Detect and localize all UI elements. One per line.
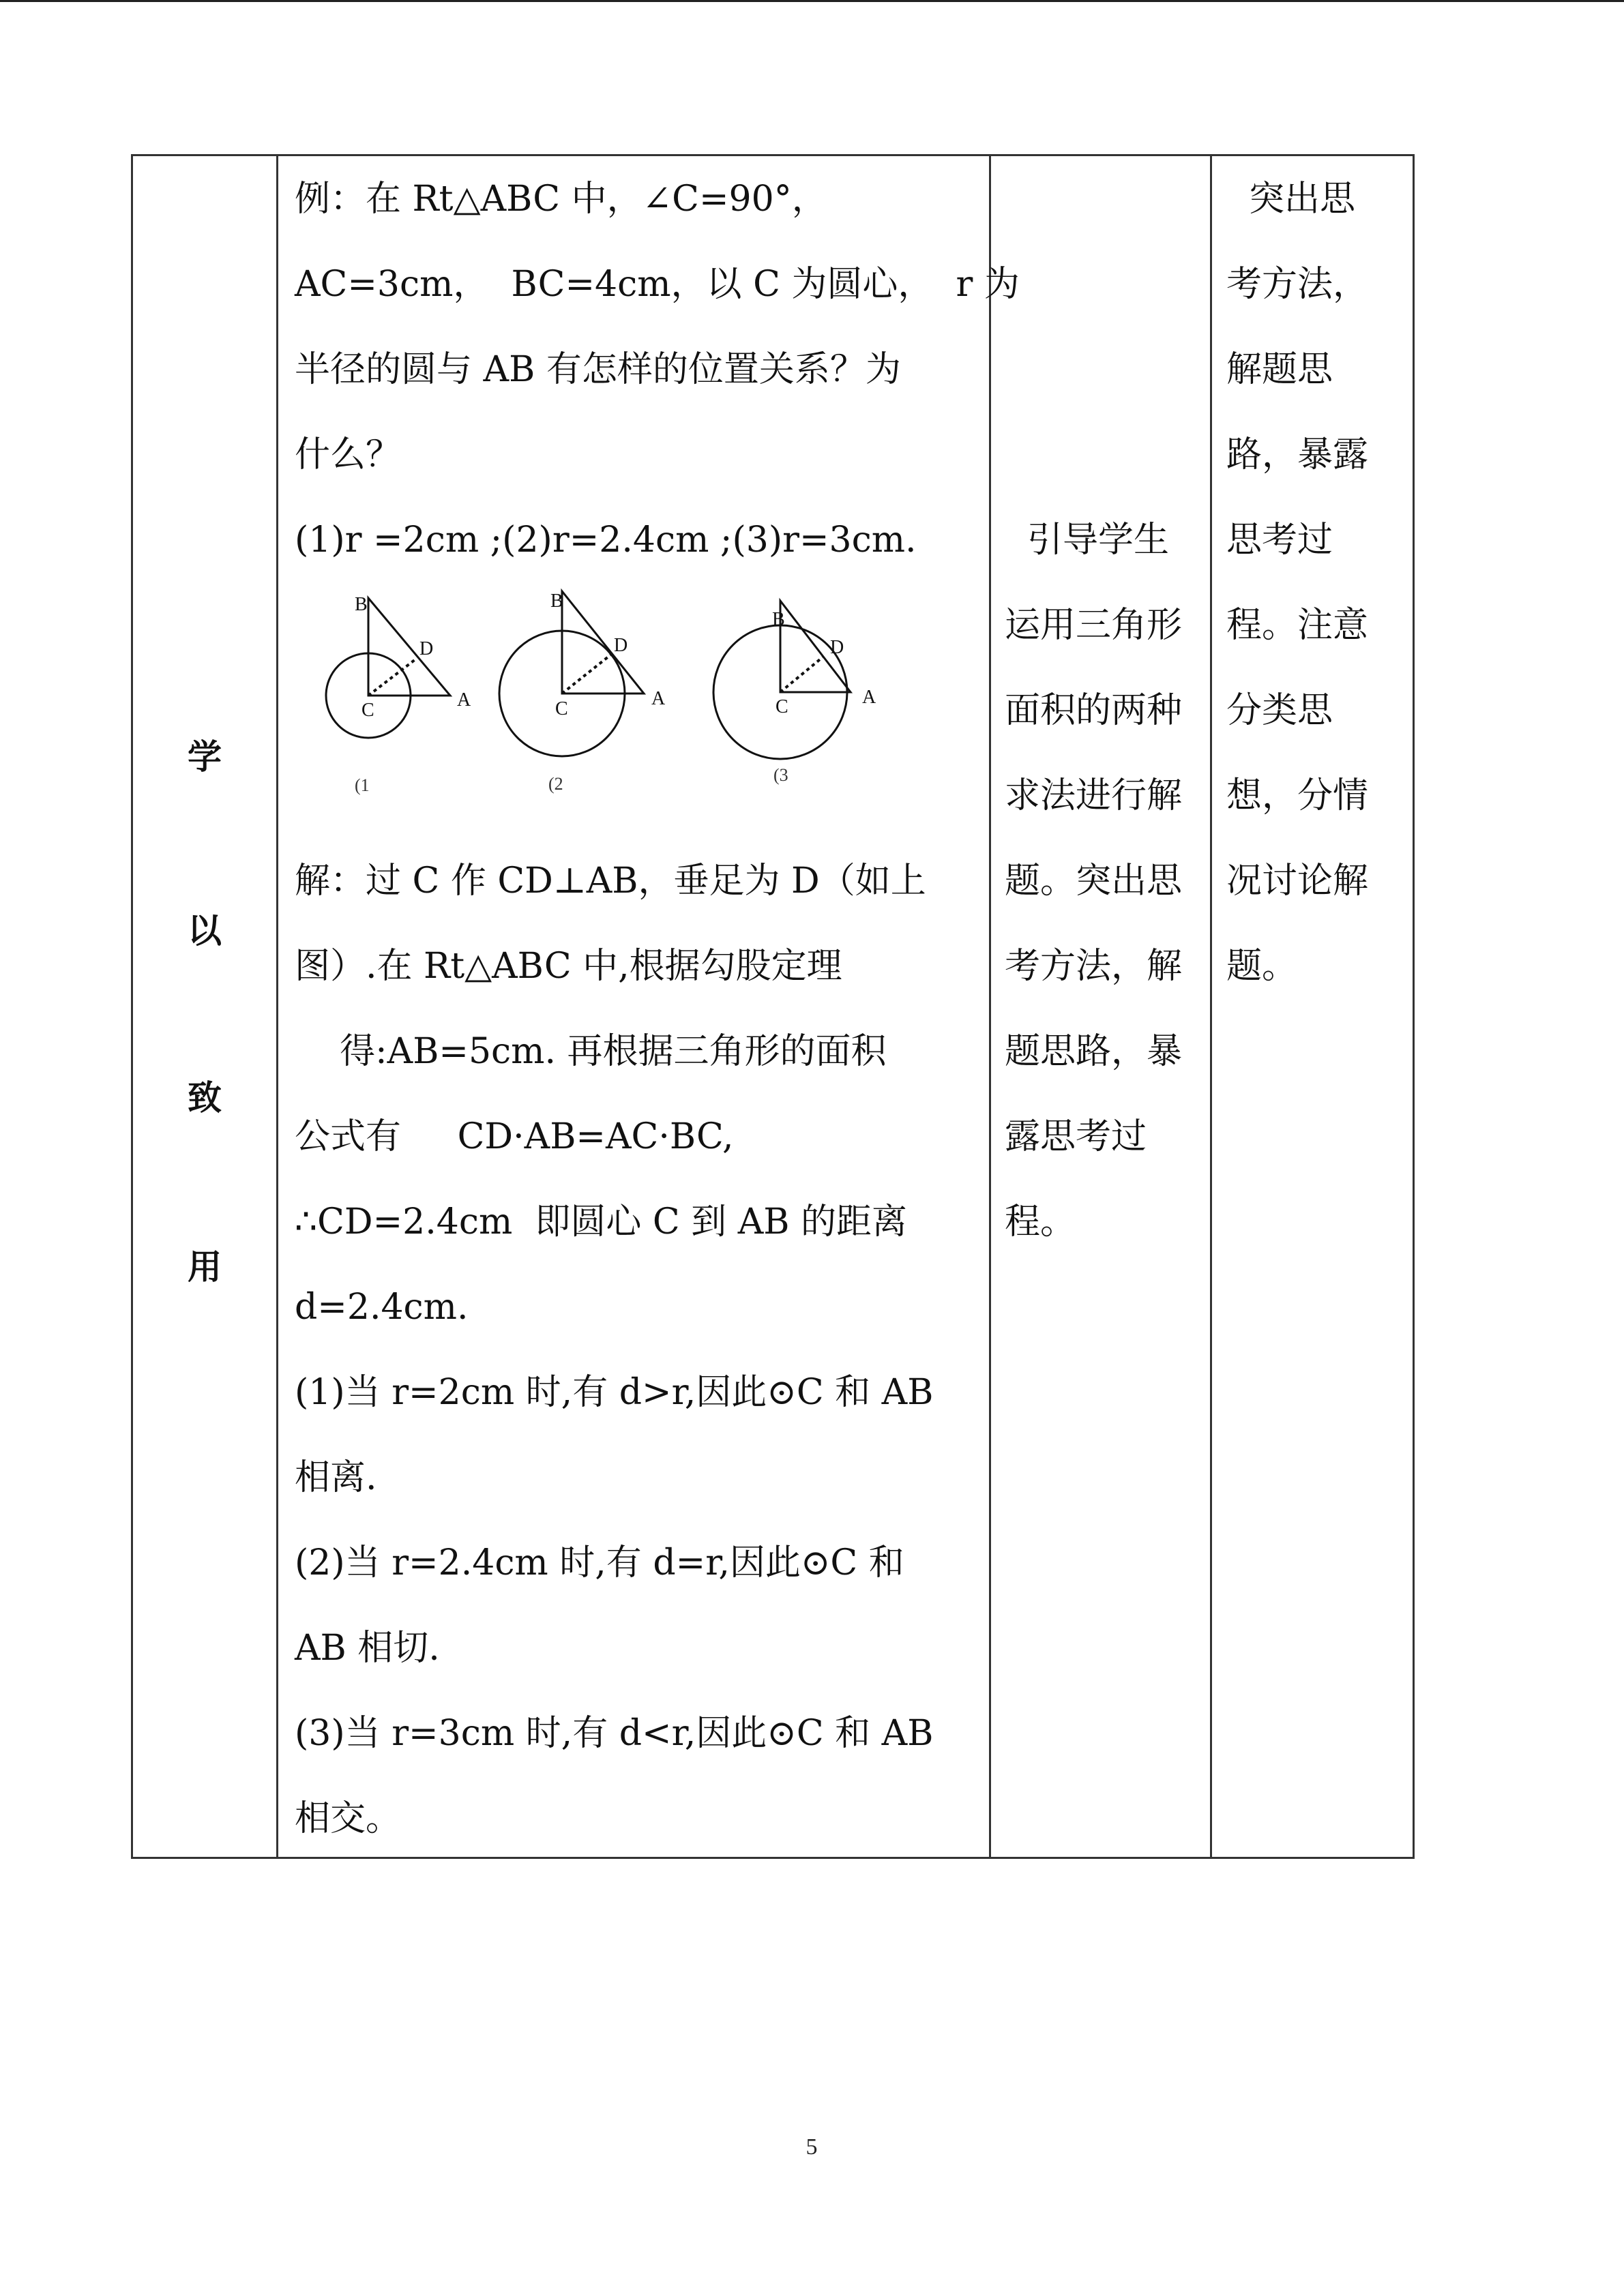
design-intent-line: 突出思 [1226,179,1356,220]
figure-1-label-a: A [457,689,471,711]
solution-line: 解：过 C 作 CD⊥AB，垂足为 D（如上 [295,861,926,901]
figure-3-caption: (3 [773,765,788,785]
page-number: 5 [806,2134,818,2160]
solution-line: 得:AB=5cm. 再根据三角形的面积 [295,1031,887,1072]
teacher-activity-line: 求法进行解 [1005,775,1183,816]
section-title-char-4: 用 [188,1247,222,1287]
teacher-activity-line: 程。 [1005,1202,1076,1242]
section-title-char-3: 致 [188,1078,222,1118]
solution-line: 相离. [295,1457,377,1498]
design-intent-line: 分类思 [1226,690,1333,731]
section-title-char-2: 以 [188,911,222,951]
figure-1-caption: (1 [355,775,370,795]
design-intent-line: 题。 [1226,946,1298,987]
figure-2-triangle [562,591,644,694]
design-intent-line: 程。注意 [1226,605,1369,646]
teacher-activity-line: 题。突出思 [1005,861,1183,901]
solution-line: (1)当 r=2cm 时,有 d>r,因此⊙C 和 AB [295,1372,934,1413]
design-intent-line: 路，暴露 [1226,434,1369,475]
figure-1-label-d: D [419,638,434,659]
figure-2-label-d: D [614,635,628,656]
solution-line: (3)当 r=3cm 时,有 d<r,因此⊙C 和 AB [295,1713,934,1754]
solution-line: (2)当 r=2.4cm 时,有 d=r,因此⊙C 和 [295,1542,904,1583]
geometry-figures [295,583,922,808]
figure-2-label-c: C [555,698,568,719]
solution-line: 相交。 [295,1798,402,1839]
design-intent-line: 考方法， [1226,264,1369,305]
design-intent-line: 想，分情 [1226,775,1369,816]
design-intent-line: 解题思 [1226,349,1333,390]
figure-3 [713,601,876,785]
figure-1-label-c: C [361,700,374,721]
figure-1-triangle [368,598,450,696]
section-title-char-1: 学 [188,737,222,777]
teacher-activity-line: 题思路，暴 [1005,1031,1183,1072]
column-divider-3 [1210,154,1212,1859]
column-divider-2 [989,154,991,1859]
figure-2-label-a: A [651,688,666,709]
figure-2-label-b: B [550,591,563,612]
example-line: AC=3cm， BC=4cm，以 C 为圆心， r 为 [295,264,1020,305]
teacher-activity-line: 面积的两种 [1005,690,1183,731]
figure-3-label-d: D [830,637,844,658]
example-line: (1)r =2cm ;(2)r=2.4cm ;(3)r=3cm. [295,520,917,561]
figure-2-altitude [562,654,612,694]
figure-3-label-b: B [772,609,785,630]
figure-1-label-b: B [355,594,368,615]
figure-3-altitude [780,657,823,692]
figure-3-label-c: C [776,696,788,717]
figure-3-label-a: A [862,687,876,708]
teacher-activity-line: 运用三角形 [1005,605,1183,646]
geometry-figures-svg [295,583,922,808]
figure-2-caption: (2 [548,774,563,794]
solution-line: d=2.4cm. [295,1287,469,1328]
solution-line: AB 相切. [295,1628,440,1669]
figure-1-altitude [368,659,415,696]
figure-1 [326,594,471,795]
example-line: 例：在 Rt△ABC 中，∠C=90°， [295,179,827,220]
solution-line: 公式有 CD·AB=AC·BC, [295,1116,734,1157]
top-border-rule [0,0,1624,2]
example-line: 什么？ [295,434,402,475]
design-intent-line: 思考过 [1226,520,1333,561]
design-intent-line: 况讨论解 [1226,861,1369,901]
solution-line: ∴CD=2.4cm 即圆心 C 到 AB 的距离 [295,1202,907,1242]
figure-2 [499,591,666,794]
teacher-activity-line: 考方法，解 [1005,946,1183,987]
example-line: 半径的圆与 AB 有怎样的位置关系？为 [295,349,901,390]
lesson-table [131,154,1415,1859]
solution-line: 图）.在 Rt△ABC 中,根据勾股定理 [295,946,842,987]
teacher-activity-line: 露思考过 [1005,1116,1147,1157]
teacher-activity-line: 引导学生 [1005,520,1170,561]
column-divider-1 [276,154,278,1859]
